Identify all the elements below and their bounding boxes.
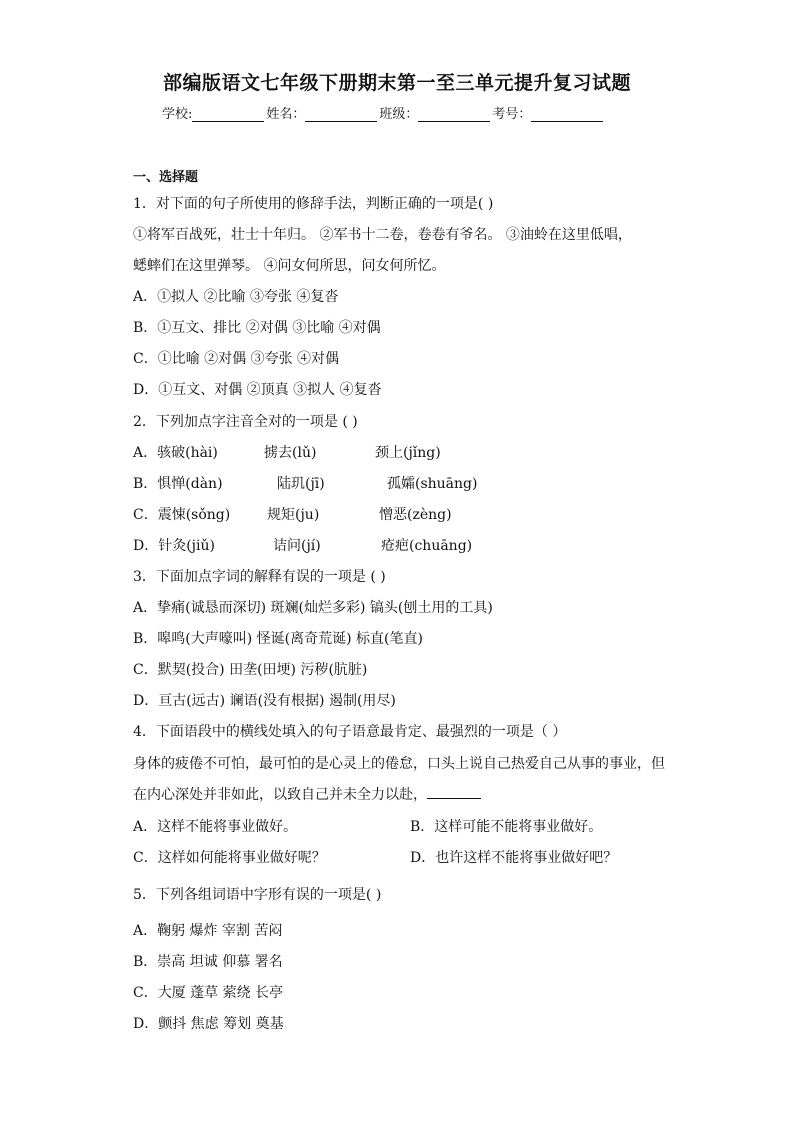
page-title: 部编版语文七年级下册期末第一至三单元提升复习试题 [162,72,631,94]
q2-d-item2: 诘问(jí) [273,538,321,554]
number-label: 考号： [492,107,532,122]
q1-stem: 1．对下面的句子所使用的修辞手法，判断正确的一项是( ) [133,196,494,212]
q2-option-a[interactable] [133,442,441,462]
q3-option-b[interactable]: B．嗥鸣(大声嚎叫) 怪诞(离奇荒诞) 标直(笔直) [133,631,423,647]
name-blank[interactable] [305,108,377,122]
q2-c-item2: 规矩(ju) [267,507,320,523]
section-heading: 一、选择题 [133,170,199,185]
q5-option-c[interactable]: C．大厦 蓬草 萦绕 长亭 [133,985,284,1001]
q5-option-a[interactable]: A．鞠躬 爆炸 宰割 苦闷 [133,923,283,939]
q2-a-item1: A．骇破(hài) [133,445,218,461]
q1-option-d[interactable]: D．①互文、对偶 ②顶真 ③拟人 ④复沓 [133,382,382,398]
q2-stem: 2．下列加点字注音全对的一项是 ( ) [133,414,358,430]
q2-c-item3: 憎恶(zèng) [379,507,452,523]
q2-a-item2: 掳去(lǔ) [264,445,317,461]
q4-option-b[interactable]: B．这样可能不能将事业做好。 [410,819,603,835]
q1-option-c[interactable]: C．①比喻 ②对偶 ③夸张 ④对偶 [133,351,340,367]
q4-option-c[interactable]: C．这样如何能将事业做好呢？ [133,850,326,866]
school-label: 学校: [162,107,193,122]
q3-option-a[interactable]: A．挚痛(诚恳而深切) 斑斓(灿烂多彩) 镐头(刨土用的工具) [133,600,493,616]
q1-text-line1: ①将军百战死，壮士十年归。 ②军书十二卷，卷卷有爷名。 ③油蛉在这里低唱， [133,227,632,243]
q2-option-d[interactable] [133,535,472,555]
q4-text-line1: 身体的疲倦不可怕，最可怕的是心灵上的倦怠，口头上说自己热爱自己从事的事业，但 [133,756,665,772]
student-info-row [162,103,605,122]
q4-option-d[interactable]: D．也许这样不能将事业做好吧？ [410,850,618,866]
q5-option-d[interactable]: D．颤抖 焦虑 筹划 奠基 [133,1016,284,1032]
q3-stem: 3．下面加点字词的解释有误的一项是 ( ) [133,569,386,585]
class-blank[interactable] [418,108,490,122]
name-label: 姓名： [266,107,306,122]
q2-option-c[interactable] [133,504,452,524]
q4-answer-blank[interactable] [427,786,481,799]
q5-option-b[interactable]: B．崇高 坦诚 仰慕 署名 [133,954,283,970]
q2-d-item1: D．针灸(jiǔ) [133,538,215,554]
q2-b-item3: 孤孀(shuāng) [387,476,478,492]
q4-text-line2 [133,784,481,804]
q1-option-b[interactable]: B．①互文、排比 ②对偶 ③比喻 ④对偶 [133,320,381,336]
school-blank[interactable] [192,108,264,122]
class-label: 班级： [379,107,419,122]
q4-option-a[interactable]: A．这样不能将事业做好。 [133,819,298,835]
q2-d-item3: 疮疤(chuāng) [381,538,473,554]
q2-b-item1: B．惧惮(dàn) [133,476,223,492]
q3-option-d[interactable]: D．亘古(远古) 谰语(没有根据) 遏制(用尽) [133,693,396,709]
q2-option-b[interactable] [133,473,477,493]
q4-text-line2-content: 在内心深处并非如此，以致自己并未全力以赴， [133,787,427,803]
q2-a-item3: 颈上(jǐng) [375,445,441,461]
q2-b-item2: 陆玑(jī) [277,476,325,492]
q5-stem: 5．下列各组词语中字形有误的一项是( ) [133,887,382,903]
q3-option-c[interactable]: C．默契(投合) 田垄(田埂) 污秽(肮脏) [133,662,368,678]
q1-option-a[interactable]: A．①拟人 ②比喻 ③夸张 ④复沓 [133,289,339,305]
q1-text-line2: 蟋蟀们在这里弹琴。 ④问女何所思，问女何所忆。 [133,258,446,274]
q2-c-item1: C．震悚(sǒng) [133,507,231,523]
number-blank[interactable] [531,108,603,122]
q4-stem: 4．下面语段中的横线处填入的句子语意最肯定、最强烈的一项是（ ） [133,724,567,740]
